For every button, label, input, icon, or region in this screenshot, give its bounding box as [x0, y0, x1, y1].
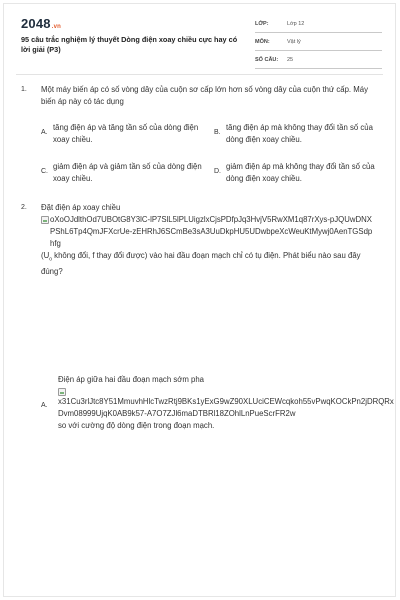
meta-subject-key: MÔN:: [255, 39, 270, 45]
option-formula-alt: x31Cu3rlJtc8Y51MmuvhHlcTwzRtj9BKs1yExG9wZ90XLUciCEWcqkoh55vPwqKOCkPn2jDRQRxDvm08999UjqK0AB9k57-A7O7ZJl6maDTBRl18ZOhlLnPueScrFR2w: [58, 397, 394, 418]
broken-image-icon: [41, 216, 49, 224]
question-2-intro: Đặt điện áp xoay chiều: [41, 203, 121, 212]
document-page: [3, 3, 396, 597]
formula-image: [41, 214, 376, 250]
question-1-text: Một máy biến áp có số vòng dây của cuộn sơ cấp lớn hơn số vòng dây của cuộn thứ cấp. Máy biến áp này có tác dụng: [41, 85, 368, 106]
meta-count-value: 25: [287, 57, 294, 63]
option-text: tăng điện áp mà không thay đổi tần số của dòng điện xoay chiều.: [226, 123, 373, 144]
option-letter: C.: [41, 168, 48, 175]
question-1-number: 1.: [21, 86, 27, 93]
cond-sub: o: [49, 256, 53, 263]
option-text: giảm điện áp và giảm tần số của dòng điện xoay chiều.: [53, 162, 202, 183]
question-2-body: [41, 202, 376, 278]
option-lead: Điện áp giữa hai đầu đoạn mạch sớm pha: [58, 375, 205, 384]
option-letter: D.: [214, 168, 221, 175]
question-2-number: 2.: [21, 204, 27, 211]
option-letter: A.: [41, 402, 48, 409]
question-2-condition: [41, 250, 376, 278]
cond-rest: không đổi, f thay đổi được) vào hai đầu đoạn mạch chỉ có tụ điện. Phát biểu nào sau đây đúng?: [41, 251, 361, 276]
meta-class-value: Lớp 12: [287, 21, 305, 27]
meta-count-row: [255, 53, 382, 69]
header-divider: [16, 74, 383, 75]
meta-count-key: SỐ CÂU:: [255, 57, 279, 63]
cond-u: (U: [41, 251, 50, 260]
option-text: tăng điện áp và tăng tần số của dòng điện xoay chiều.: [53, 123, 199, 144]
meta-subject-row: [255, 35, 382, 51]
quiz-title: 95 câu trắc nghiệm lý thuyết Dòng điện xoay chiều cực hay có lời giải (P3): [21, 35, 238, 54]
quiz-meta: [255, 17, 382, 71]
option-text: [58, 374, 398, 432]
site-logo[interactable]: [21, 16, 61, 31]
formula-image-alt: oXoOJdlthOd7UBOtG8Y3lC-lP7SlL5lPLUigzlxCjsPDfpJq3HvjV5RwXM1q87rXys-pJQUwDNXPShL6Tp4QmJFXcrUe-zEHRhJ6SCmBe3sA3UuDkpHU5UDwbpeXcWeuKtMywj0AenTGSdphfg: [50, 215, 373, 248]
option-text: giảm điện áp mà không thay đổi tần số của dòng điện xoay chiều.: [226, 162, 375, 183]
option-letter: A.: [41, 129, 48, 136]
meta-subject-value: Vật lý: [287, 39, 301, 45]
meta-class-row: [255, 17, 382, 33]
logo-text: 2048: [21, 16, 51, 31]
option-letter: B.: [214, 129, 221, 136]
option-formula-image: [58, 386, 398, 396]
logo-suffix: .vn: [51, 24, 62, 30]
meta-class-key: LỚP:: [255, 21, 269, 27]
option-tail: so với cường độ dòng điện trong đoạn mạch.: [58, 421, 215, 430]
broken-image-icon: [58, 388, 66, 396]
page-header: [4, 4, 395, 68]
